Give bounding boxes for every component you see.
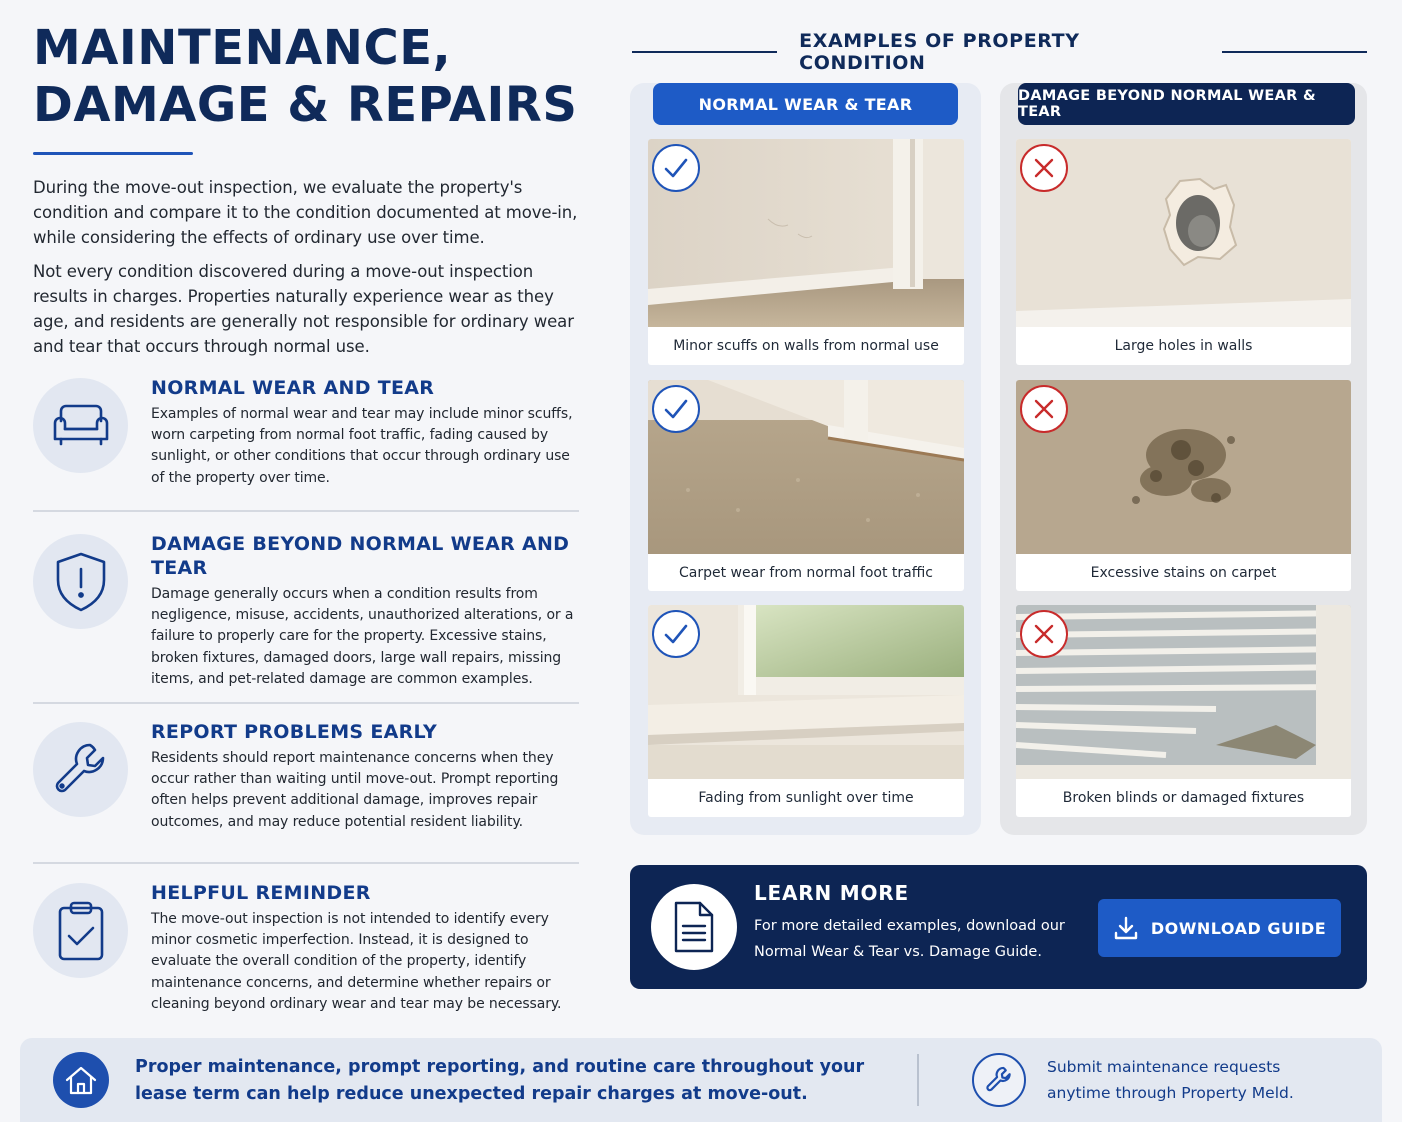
sofa-icon: [33, 378, 128, 473]
section-body: The move-out inspection is not intended to identify every minor cosmetic imperfection. Instead, it is designed to evaluate the overall condition of the property, identify maintenance concerns, and determine whether repairs or cleaning beyond ordinary wear and tear may be necessary.: [151, 911, 562, 1012]
examples-title-row: [632, 30, 1367, 74]
section-normal-wear: [33, 374, 581, 489]
example-caption: Excessive stains on carpet: [1090, 564, 1277, 581]
example-caption: Carpet wear from normal foot traffic: [679, 564, 933, 581]
example-caption: Fading from sunlight over time: [698, 790, 914, 806]
example-card: [1016, 605, 1351, 817]
document-icon: [651, 884, 737, 970]
damage-header: DAMAGE BEYOND NORMAL WEAR & TEAR: [1018, 83, 1355, 125]
example-card: [1016, 139, 1351, 365]
download-guide-button[interactable]: [1098, 899, 1341, 957]
intro-text: [33, 175, 581, 359]
section-heading: NORMAL WEAR AND TEAR: [151, 377, 435, 399]
title-rule-left: [632, 51, 777, 53]
broken-blinds-photo: [1016, 605, 1351, 779]
wall-scuff-photo: [648, 139, 964, 327]
footer-submit-note: Submit maintenance requests anytime through Property Meld.: [1047, 1058, 1294, 1102]
x-mark-icon: [1020, 385, 1068, 433]
section-divider: [33, 702, 579, 704]
carpet-wear-photo: [648, 380, 964, 554]
left-column: [33, 20, 581, 359]
title-line-2: DAMAGE & REPAIRS: [33, 77, 578, 133]
footer-divider: [917, 1054, 919, 1106]
example-caption: Broken blinds or damaged fixtures: [1062, 790, 1305, 806]
footer-banner: [20, 1038, 1382, 1122]
download-icon: [1113, 915, 1139, 941]
example-card: [648, 139, 964, 365]
title-line-1: MAINTENANCE,: [33, 20, 452, 76]
intro-paragraph-2: Not every condition discovered during a move-out inspection results in charges. Properties naturally experience wear as they age, and residents are generally not responsible for ordinary wear and tear that occurs through normal use.: [33, 262, 574, 356]
normal-wear-column: [630, 83, 981, 835]
home-icon: [53, 1052, 109, 1108]
wrench-icon: [33, 722, 128, 817]
section-helpful-reminder: [33, 879, 581, 1015]
examples-title: EXAMPLES OF PROPERTY CONDITION: [799, 30, 1080, 74]
learn-more-heading: LEARN MORE: [754, 881, 909, 905]
section-report-early: [33, 718, 581, 833]
learn-more-panel: [630, 865, 1367, 989]
section-body: Examples of normal wear and tear may include minor scuffs, worn carpeting from normal foot traffic, fading caused by sunlight, or other conditions that occur through ordinary use of the property over time.: [151, 406, 573, 486]
footer-message: Proper maintenance, prompt reporting, and routine care throughout your lease term can help reduce unexpected repair charges at move-out.: [135, 1057, 865, 1104]
learn-more-body: For more detailed examples, download our Normal Wear & Tear vs. Damage Guide.: [754, 918, 1065, 960]
example-card: [648, 605, 964, 817]
wall-hole-photo: [1016, 139, 1351, 327]
x-mark-icon: [1020, 144, 1068, 192]
section-heading: HELPFUL REMINDER: [151, 882, 371, 904]
checkmark-icon: [652, 385, 700, 433]
checkmark-icon: [652, 610, 700, 658]
carpet-stain-photo: [1016, 380, 1351, 554]
section-divider: [33, 510, 579, 512]
checkmark-icon: [652, 144, 700, 192]
page-title: [33, 20, 581, 134]
example-caption: Minor scuffs on walls from normal use: [673, 338, 939, 354]
section-heading: REPORT PROBLEMS EARLY: [151, 721, 438, 743]
window-sill-photo: [648, 605, 964, 779]
title-underline: [33, 152, 193, 155]
example-card: [1016, 380, 1351, 591]
title-rule-right: [1222, 51, 1367, 53]
damage-column: [1000, 83, 1367, 835]
section-damage: [33, 530, 581, 690]
section-body: Residents should report maintenance concerns when they occur rather than waiting until move-out. Prompt reporting often helps prevent additional damage, improves repair outcomes, and may reduce potential resident liability.: [151, 750, 559, 830]
example-card: [648, 380, 964, 591]
normal-wear-header: NORMAL WEAR & TEAR: [653, 83, 958, 125]
x-mark-icon: [1020, 610, 1068, 658]
clipboard-check-icon: [33, 883, 128, 978]
section-heading: DAMAGE BEYOND NORMAL WEAR AND TEAR: [151, 533, 570, 579]
example-caption: Large holes in walls: [1114, 338, 1253, 354]
download-guide-label: DOWNLOAD GUIDE: [1150, 918, 1327, 938]
section-divider: [33, 862, 579, 864]
wrench-icon: [972, 1053, 1026, 1107]
shield-alert-icon: [33, 534, 128, 629]
intro-paragraph-1: During the move-out inspection, we evaluate the property's condition and compare it to the condition documented at move-in, while considering the effects of ordinary use over time.: [33, 178, 578, 247]
section-body: Damage generally occurs when a condition results from negligence, misuse, accidents, unauthorized alterations, or a failure to properly care for the property. Excessive stains, broken fixtures, damaged doors, large wall repairs, missing items, and pet-related damage are common examples.: [151, 586, 574, 687]
